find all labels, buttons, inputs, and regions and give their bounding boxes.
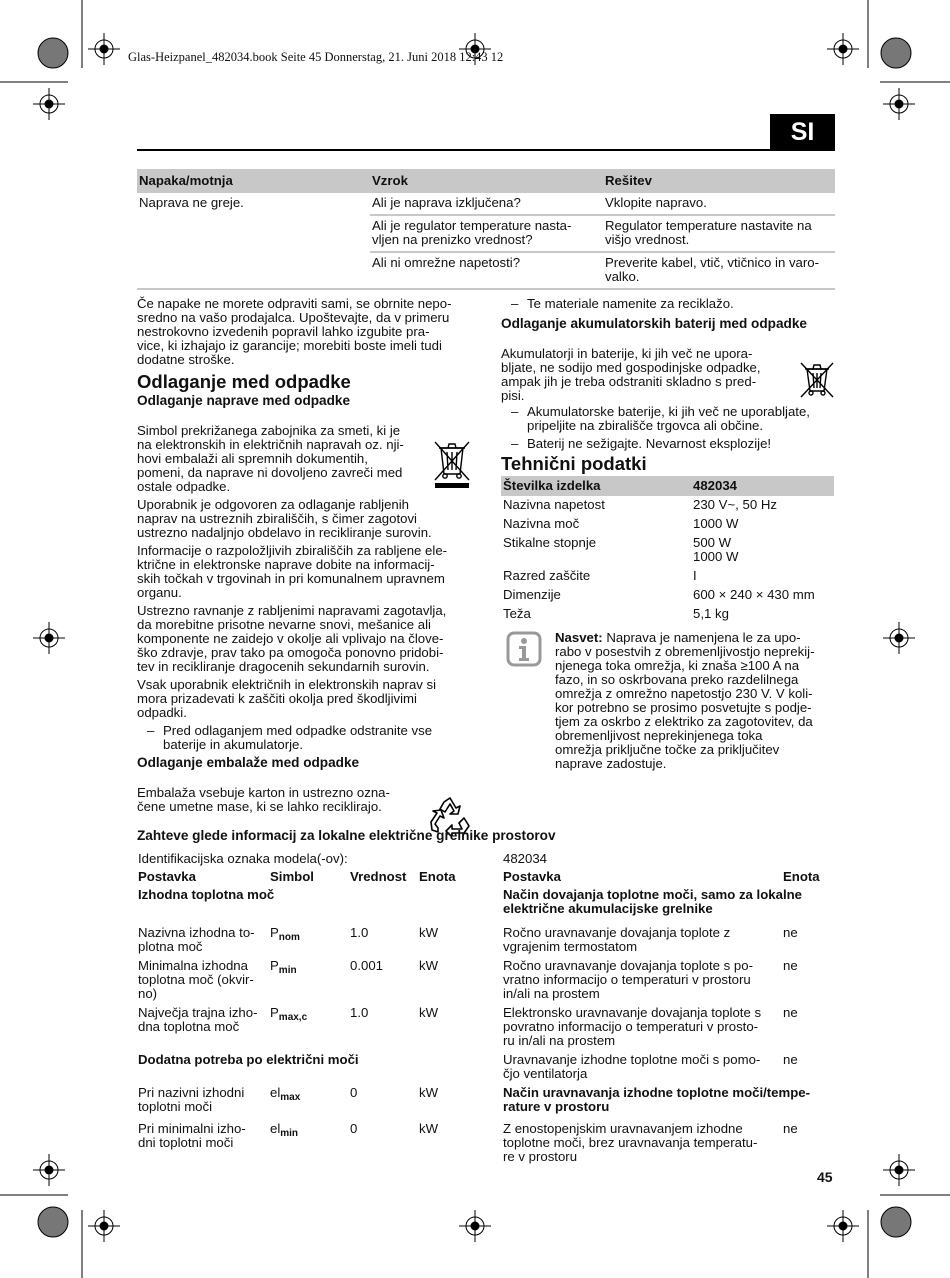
table-cell: 230 V~, 50 Hz (693, 497, 777, 512)
ecodesign-title: Zahteve glede informacij za lokalne električne grelnike prostorov (137, 828, 556, 843)
table-cell: Uravnavanje izhodne toplotne moči s pomo- čjo ventilatorja (503, 1052, 761, 1081)
table-cell: Preverite kabel, vtič, vtičnico in varo- valko. (603, 252, 835, 289)
troubleshooting-table (137, 169, 835, 290)
dash-item: – Te materiale namenite za reciklažo. (501, 297, 835, 311)
table-cell: Teža (503, 606, 531, 621)
table-cell: 0 (350, 1085, 358, 1100)
table-cell: ne (783, 958, 798, 973)
table-header: 482034 (691, 476, 834, 496)
ecodesign-left-table (136, 852, 476, 1154)
tech-data-table (501, 476, 834, 624)
table-cell: 500 W 1000 W (693, 535, 739, 564)
note-text (555, 631, 837, 771)
table-header: Vzrok (370, 169, 603, 193)
table-cell: ne (783, 925, 798, 940)
dash-item: – Pred odlaganjem med odpadke odstranite vse baterije in akumulatorje. (137, 724, 471, 752)
table-cell: Ročno uravnavanje dovajanja toplote s po- vratno informacijo o temperaturi v prostoru in/ali na prostem (503, 958, 753, 1001)
paragraph: Simbol prekrižanega zabojnika za smeti, ki je na elektronskih in električnih napravah oz. nji- hovi embalaži ali spremnih dokumentih, pomeni, da naprave ni dovoljeno zavreči med ostale odpadke. (137, 423, 404, 494)
registration-dot (895, 1166, 903, 1174)
symbol: P (270, 925, 279, 940)
table-header: Postavka (138, 869, 196, 884)
table-cell: Nazivna izhodna to- plotna moč (138, 925, 255, 954)
table-cell: Pri minimalni izho- dni toplotni moči (138, 1121, 246, 1150)
section-row: Izhodna toplotna moč (138, 887, 275, 902)
color-target (38, 38, 68, 68)
registration-dot (100, 45, 108, 53)
table-cell: Ali je naprava izključena? (370, 193, 603, 215)
table-header: Vrednost (350, 869, 407, 884)
dash-item: – Baterij ne sežigajte. Nevarnost eksplozije! (501, 437, 835, 451)
table-cell: Nazivna moč (503, 516, 580, 531)
table-cell: 1.0 (350, 1005, 369, 1020)
symbol-subscript: max (280, 1092, 301, 1103)
table-cell: kW (419, 925, 439, 940)
table-cell: Vklopite napravo. (603, 193, 835, 215)
registration-dot (45, 100, 53, 108)
table-cell: Stikalne stopnje (503, 535, 597, 550)
paragraph: Akumulatorji in baterije, ki jih več ne upora- bljate, ne sodijo med gospodinjske odpadke, ampak jih je treba odstraniti skladno s pred- pisi. (501, 346, 761, 403)
registration-dot (100, 1222, 108, 1230)
table-cell: 0 (350, 1121, 358, 1136)
table-header: Rešitev (603, 169, 835, 193)
paragraph: Ustrezno ravnanje z rabljenimi napravami zagotavlja, da morebitne prisotne nevarne snovi, mešanice ali komponente ne zaidejo v okolje ali vplivajo na člove- ško zdravje, prav tako pa omogoča ponovno pridobi- tev in recikliranje dragocenih sekundarnih surovin. (137, 603, 447, 674)
header-rule (137, 149, 835, 151)
paragraph: Uporabnik je odgovoren za odlaganje rabljenih naprav na ustreznih zbirališčih, s čimer zagotovi ustrezno nadaljnjo obdelavo in recikliranje surovin. (137, 497, 432, 540)
section-row: Način dovajanja toplotne moči, samo za lokalne električne akumulacijske grelnike (503, 887, 802, 916)
registration-dot (839, 45, 847, 53)
right-column (501, 297, 835, 624)
registration-dot (45, 634, 53, 642)
registration-dot (895, 634, 903, 642)
color-target (881, 1207, 911, 1237)
section-row: Dodatna potreba po električni moči (138, 1052, 359, 1067)
symbol-subscript: min (278, 965, 297, 976)
section-heading: Odlaganje med odpadke (137, 371, 351, 392)
symbol: el (270, 1085, 281, 1100)
table-cell: Elektronsko uravnavanje dovajanja toplote s povratno informacijo o temperaturi v prosto- ru in/ali na prostem (503, 1005, 762, 1048)
table-cell: 600 × 240 × 430 mm (693, 587, 815, 602)
table-cell: Naprava ne greje. (139, 195, 244, 210)
color-target (38, 1207, 68, 1237)
model-label: Identifikacijska oznaka modela(-ov): (138, 851, 348, 866)
subheading: Odlaganje embalaže med odpadke (137, 755, 360, 770)
crossed-bin-icon (799, 347, 835, 402)
crossed-bin-icon (433, 424, 471, 491)
table-cell: 1000 W (693, 516, 739, 531)
paragraph: Embalaža vsebuje karton in ustrezno ozna- čene umetne mase, ki se lahko reciklirajo. (137, 785, 390, 814)
symbol-subscript: nom (278, 932, 300, 943)
page-number: 45 (817, 1169, 833, 1185)
symbol-subscript: max,c (278, 1012, 308, 1023)
registration-dot (895, 100, 903, 108)
paragraph: Informacije o razpoložljivih zbirališčih za rabljene ele- ktrične in elektronske naprave dobite na informacij- skih točkah v trgovinah in pri komunalnem upravnem organu. (137, 543, 448, 600)
color-target (881, 38, 911, 68)
table-cell: Razred zaščite (503, 568, 591, 583)
ecodesign-right-table (501, 852, 837, 1164)
table-header: Simbol (270, 869, 314, 884)
table-cell: ne (783, 1005, 798, 1020)
paragraph: Vsak uporabnik električnih in elektronskih naprav si mora prizadevati k zaščiti okolja pred škodljivimi odpadki. (137, 677, 437, 720)
table-cell: I (693, 568, 697, 583)
table-cell: Ali je regulator temperature nasta- vljen na prenizko vrednost? (370, 215, 603, 252)
section-row: Način uravnavanja izhodne toplotne moči/tempe- rature v prostoru (503, 1085, 811, 1114)
table-cell (137, 215, 370, 252)
table-cell: Z enostopenjskim uravnavanjem izhodne toplotne moči, brez uravnavanja temperatu- re v prostoru (503, 1121, 758, 1164)
table-header: Napaka/motnja (137, 169, 370, 193)
note-body: Naprava je namenjena le za upo- rabo v posestvih z obremenljivostjo neprekij- njenega toka omrežja, ki znaša ≥100 A na fazo, in so oskrbovana preko razdelilnega omrežja z omrežno napetostjo 230 V. V koli- kor potrebno se prosimo posvetujte s podje- tjem za oskrbo z elektriko za zagotovitev, da obremenljivost neprekinjenega toka omrežja priključne točke za priključitev naprave zadostuje. (555, 630, 815, 771)
print-header: Glas-Heizpanel_482034.book Seite 45 Donnerstag, 21. Juni 2018 12:43 12 (128, 50, 504, 64)
table-header: Številka izdelka (501, 476, 691, 496)
info-icon (506, 631, 542, 672)
table-cell: ne (783, 1121, 798, 1136)
registration-dot (471, 1222, 479, 1230)
intro-paragraph: Če napake ne morete odpraviti sami, se obrnite nepo- sredno na vašo prodajalca. Upoštevajte, da v primeru nestrokovno izvedenih popravil lahko izgubite pra- vice, ki izhajajo iz garancije; morebiti boste imeli tudi dodatne stroške. (137, 296, 452, 367)
table-cell: kW (419, 1121, 439, 1136)
table-cell: kW (419, 1085, 439, 1100)
dash-item: – Akumulatorske baterije, ki jih več ne uporabljate, pripeljite na zbirališče trgovca ali občine. (501, 405, 835, 433)
symbol-subscript: min (280, 1128, 299, 1139)
symbol: P (270, 958, 279, 973)
table-cell: kW (419, 958, 439, 973)
language-tab: SI (770, 114, 835, 150)
note-label: Nasvet: (555, 630, 603, 645)
table-cell: Regulator temperature nastavite na višjo vrednost. (603, 215, 835, 252)
table-header: Enota (783, 869, 820, 884)
table-cell: Minimalna izhodna toplotna moč (okvir- no) (138, 958, 254, 1001)
table-header: Postavka (503, 869, 561, 884)
table-cell: 0.001 (350, 958, 384, 973)
table-cell: Dimenzije (503, 587, 561, 602)
model-value: 482034 (503, 851, 548, 866)
table-cell: 5,1 kg (693, 606, 729, 621)
table-header: Enota (419, 869, 456, 884)
table-cell: Ročno uravnavanje dovajanja toplote z vgrajenim termostatom (503, 925, 731, 954)
table-cell: ne (783, 1052, 798, 1067)
table-cell: kW (419, 1005, 439, 1020)
table-cell: 1.0 (350, 925, 369, 940)
table-cell (137, 252, 370, 289)
table-cell: Največja trajna izho- dna toplotna moč (138, 1005, 258, 1034)
subheading: Odlaganje naprave med odpadke (137, 393, 351, 408)
table-cell: Ali ni omrežne napetosti? (370, 252, 603, 289)
left-column (137, 297, 471, 839)
table-cell: Pri nazivni izhodni toplotni moči (138, 1085, 245, 1114)
section-heading: Tehnični podatki (501, 453, 647, 474)
symbol: el (270, 1121, 281, 1136)
symbol: P (270, 1005, 279, 1020)
registration-dot (839, 1222, 847, 1230)
subheading: Odlaganje akumulatorskih baterij med odpadke (501, 316, 807, 331)
table-cell: Nazivna napetost (503, 497, 605, 512)
registration-dot (45, 1166, 53, 1174)
